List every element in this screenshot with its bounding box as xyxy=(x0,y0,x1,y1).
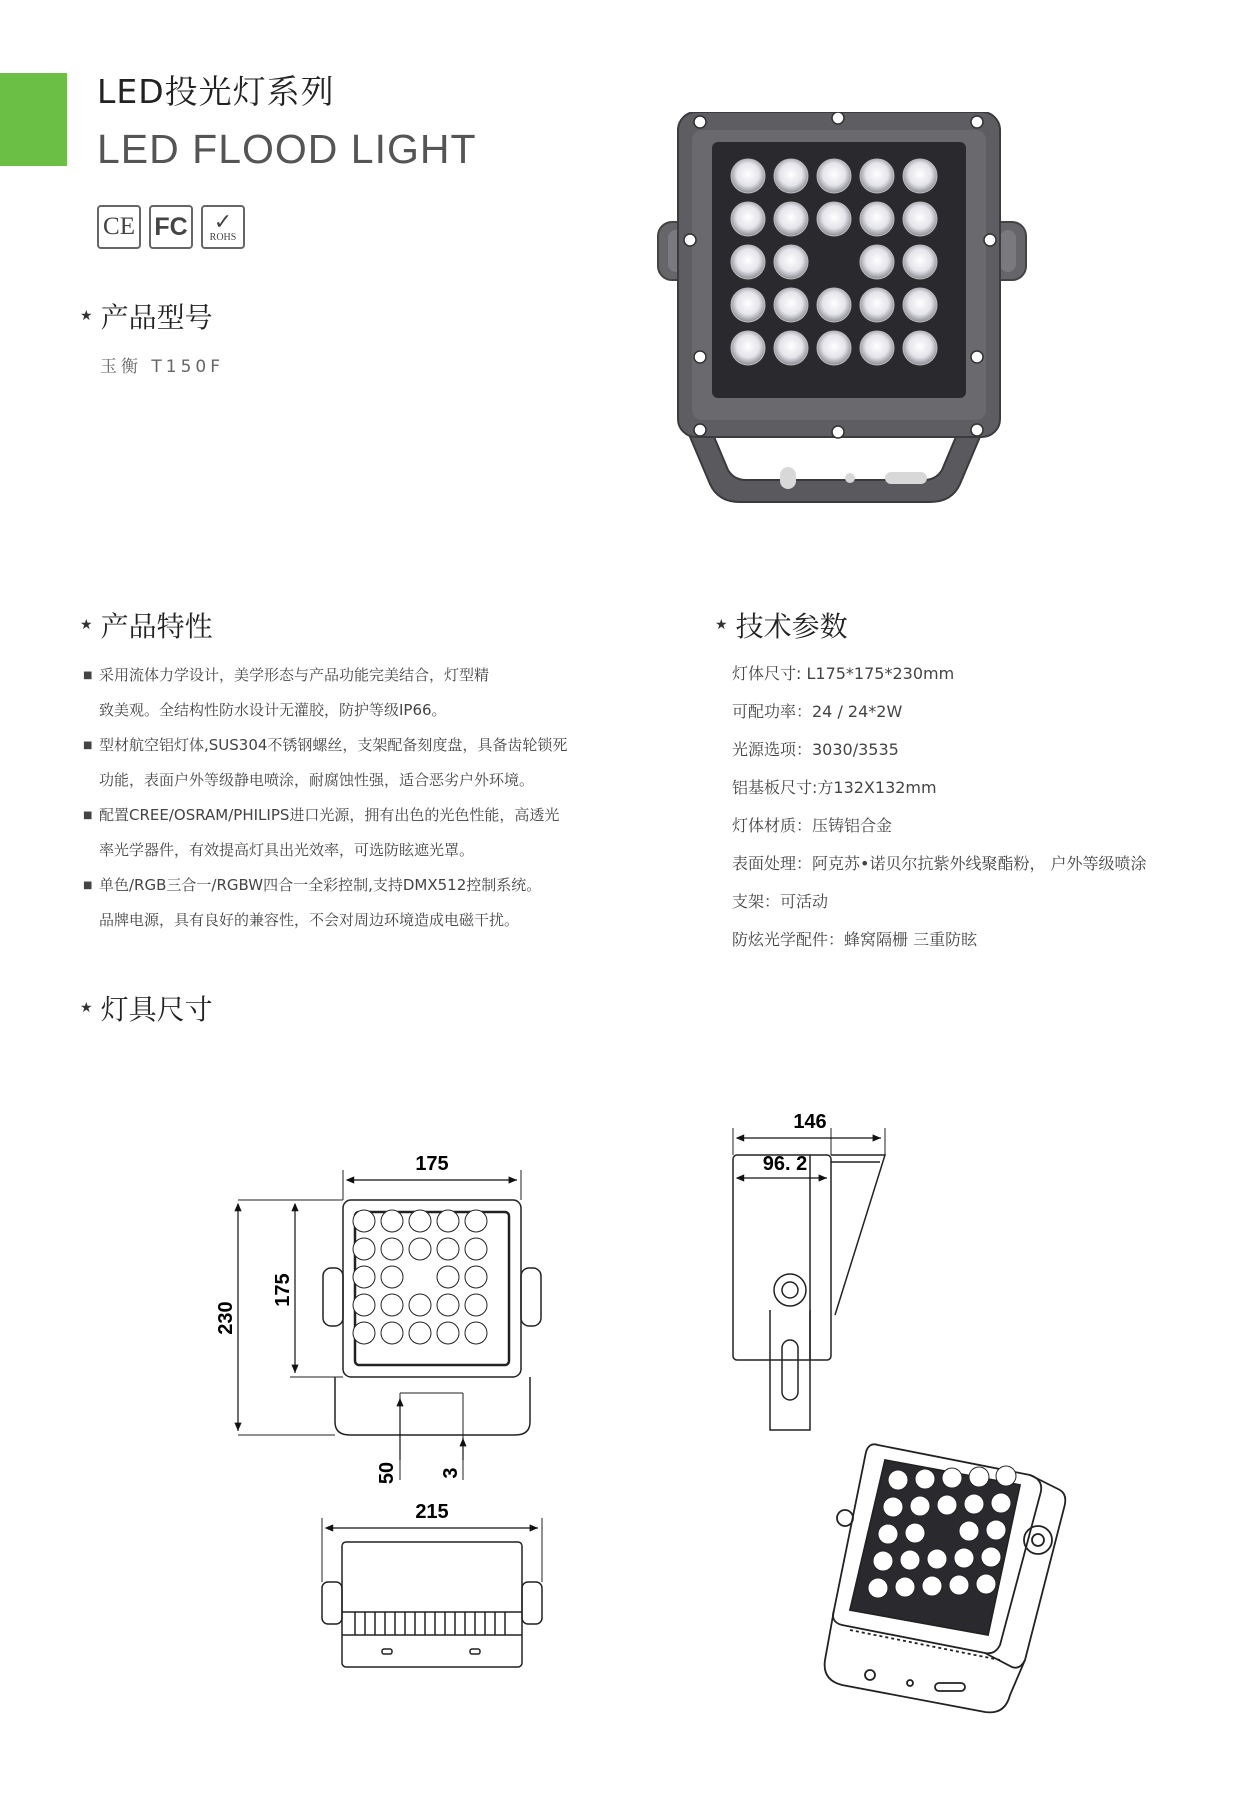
model-heading-label: 产品型号 xyxy=(100,301,213,334)
star-icon: ★ xyxy=(80,617,93,633)
led-lens xyxy=(817,159,851,193)
led-lens xyxy=(860,159,894,193)
feature-text: 型材航空铝灯体,SUS304不锈钢螺丝，支架配备刻度盘，具备齿轮锁死 xyxy=(99,736,568,754)
led-lens xyxy=(437,1294,459,1316)
certification-badges xyxy=(97,205,245,249)
led-lens xyxy=(465,1238,487,1260)
led-lens xyxy=(996,1466,1016,1486)
feature-text: 采用流体力学设计，美学形态与产品功能完美结合，灯型精 xyxy=(99,666,490,684)
bullet-icon: ■ xyxy=(83,740,93,751)
led-lens xyxy=(860,288,894,322)
led-lens xyxy=(817,202,851,236)
led-lens xyxy=(981,1547,1001,1567)
side-view-drawing xyxy=(733,1128,885,1430)
led-lens xyxy=(437,1238,459,1260)
side-dim-lines xyxy=(737,1138,881,1178)
feature-text: 率光学器件，有效提高灯具出光效率，可选防眩遮光罩。 xyxy=(99,841,475,859)
led-lens xyxy=(878,1524,898,1544)
led-lens xyxy=(903,245,937,279)
led-lens xyxy=(817,331,851,365)
dim-side-depth-total: 146 xyxy=(793,1111,827,1133)
led-lens xyxy=(937,1495,957,1515)
model-heading xyxy=(80,296,213,336)
model-number: 玉衡 T150F xyxy=(100,357,225,377)
star-icon: ★ xyxy=(715,617,728,633)
specs-list xyxy=(732,655,1252,959)
led-lens xyxy=(976,1574,996,1594)
dim-gap: 3 xyxy=(440,1467,462,1479)
led-lens xyxy=(942,1468,962,1488)
led-lens xyxy=(927,1549,947,1569)
rohs-mark-icon xyxy=(201,205,245,249)
specs-heading xyxy=(715,605,848,645)
led-lens xyxy=(381,1294,403,1316)
led-lens xyxy=(922,1576,942,1596)
product-photo xyxy=(640,112,1040,512)
feature-item xyxy=(83,798,643,868)
ce-mark-icon: CE xyxy=(97,205,141,249)
led-lens xyxy=(465,1322,487,1344)
led-lens xyxy=(353,1210,375,1232)
dimension-drawings xyxy=(0,1100,1260,1817)
bottom-view-drawing xyxy=(322,1518,542,1667)
feature-text: 单色/RGB三合一/RGBW四合一全彩控制,支持DMX512控制系统。 xyxy=(99,876,542,894)
rohs-label: ROHS xyxy=(209,232,237,243)
led-lens xyxy=(409,1322,431,1344)
spec-item: 铝基板尺寸:方132X132mm xyxy=(732,778,937,797)
led-lens xyxy=(437,1266,459,1288)
led-lens xyxy=(986,1520,1006,1540)
led-lens xyxy=(817,288,851,322)
led-lens xyxy=(915,1469,935,1489)
led-lens xyxy=(954,1548,974,1568)
led-lens xyxy=(465,1266,487,1288)
led-lens xyxy=(465,1210,487,1232)
features-list xyxy=(83,658,643,938)
led-lens xyxy=(353,1266,375,1288)
star-icon: ★ xyxy=(80,1000,93,1016)
feature-text: 致美观。全结构性防水设计无灌胶，防护等级IP66。 xyxy=(99,701,447,719)
led-lens xyxy=(903,202,937,236)
dim-bracket: 50 xyxy=(376,1461,398,1485)
led-lens xyxy=(731,288,765,322)
dim-front-height-body: 175 xyxy=(272,1273,294,1307)
bullet-icon: ■ xyxy=(83,670,93,681)
star-icon: ★ xyxy=(80,308,93,324)
led-lens xyxy=(353,1294,375,1316)
led-lens xyxy=(381,1266,403,1288)
led-lens xyxy=(873,1551,893,1571)
led-lens xyxy=(731,245,765,279)
led-lens xyxy=(964,1494,984,1514)
led-lens xyxy=(774,159,808,193)
features-heading xyxy=(80,605,213,645)
led-lens xyxy=(860,245,894,279)
check-icon: ✓ xyxy=(213,209,233,234)
led-lens xyxy=(409,1210,431,1232)
led-lens xyxy=(774,202,808,236)
led-lens xyxy=(774,331,808,365)
spec-item: 表面处理：阿克苏•诺贝尔抗紫外线聚酯粉， 户外等级喷涂 xyxy=(732,854,1147,873)
led-lens xyxy=(381,1238,403,1260)
led-lens xyxy=(905,1523,925,1543)
led-lens xyxy=(731,331,765,365)
fcc-mark-icon: FC xyxy=(149,205,193,249)
led-lens xyxy=(409,1238,431,1260)
led-lens xyxy=(381,1322,403,1344)
dim-front-width: 175 xyxy=(415,1153,449,1175)
led-lens xyxy=(903,331,937,365)
led-lens xyxy=(910,1496,930,1516)
dimensions-heading-label: 灯具尺寸 xyxy=(100,993,213,1026)
led-lens xyxy=(437,1322,459,1344)
bullet-icon: ■ xyxy=(83,810,93,821)
bullet-icon: ■ xyxy=(83,880,93,891)
led-lens xyxy=(900,1550,920,1570)
led-lens xyxy=(888,1470,908,1490)
led-lens xyxy=(860,331,894,365)
feature-item xyxy=(83,868,643,938)
dimensions-heading xyxy=(80,988,213,1028)
led-lens xyxy=(895,1577,915,1597)
dim-side-depth-body: 96. 2 xyxy=(762,1153,808,1175)
led-lens xyxy=(903,288,937,322)
spec-item: 灯体材质：压铸铝合金 xyxy=(732,816,893,835)
feature-item xyxy=(83,728,643,798)
led-lens xyxy=(969,1467,989,1487)
feature-text: 配置CREE/OSRAM/PHILIPS进口光源，拥有出色的光色性能，高透光 xyxy=(99,806,560,824)
led-lens xyxy=(774,288,808,322)
feature-text: 功能，表面户外等级静电喷涂，耐腐蚀性强，适合恶劣户外环境。 xyxy=(99,771,535,789)
feature-text: 品牌电源，具有良好的兼容性，不会对周边环境造成电磁干扰。 xyxy=(99,911,520,929)
led-lens xyxy=(381,1210,403,1232)
led-lens xyxy=(959,1521,979,1541)
led-lens xyxy=(774,245,808,279)
bracket xyxy=(688,432,982,502)
spec-item: 可配功率：24 / 24*2W xyxy=(732,702,903,721)
led-lens xyxy=(409,1294,431,1316)
led-lens xyxy=(949,1575,969,1595)
page-title-cn: LED投光灯系列 xyxy=(97,72,335,111)
led-lens xyxy=(731,159,765,193)
spec-item: 支架：可活动 xyxy=(732,892,829,911)
dim-front-height-total: 230 xyxy=(215,1301,237,1335)
spec-item: 灯体尺寸: L175*175*230mm xyxy=(732,664,955,683)
section-accent-tab xyxy=(0,73,67,166)
led-lens xyxy=(731,202,765,236)
dim-bottom-width: 215 xyxy=(415,1501,449,1523)
led-lens xyxy=(353,1322,375,1344)
page-title-en: LED FLOOD LIGHT xyxy=(97,126,477,172)
led-lens xyxy=(465,1294,487,1316)
spec-item: 防炫光学配件：蜂窝隔栅 三重防眩 xyxy=(732,930,978,949)
led-lens xyxy=(860,202,894,236)
features-heading-label: 产品特性 xyxy=(100,610,213,643)
led-lens xyxy=(353,1238,375,1260)
led-lens xyxy=(868,1578,888,1598)
led-lens xyxy=(883,1497,903,1517)
led-lens xyxy=(991,1493,1011,1513)
led-lens xyxy=(437,1210,459,1232)
spec-item: 光源选项：3030/3535 xyxy=(732,740,899,759)
specs-heading-label: 技术参数 xyxy=(735,610,848,643)
feature-item xyxy=(83,658,643,728)
front-led-array xyxy=(353,1210,487,1344)
led-lens xyxy=(903,159,937,193)
